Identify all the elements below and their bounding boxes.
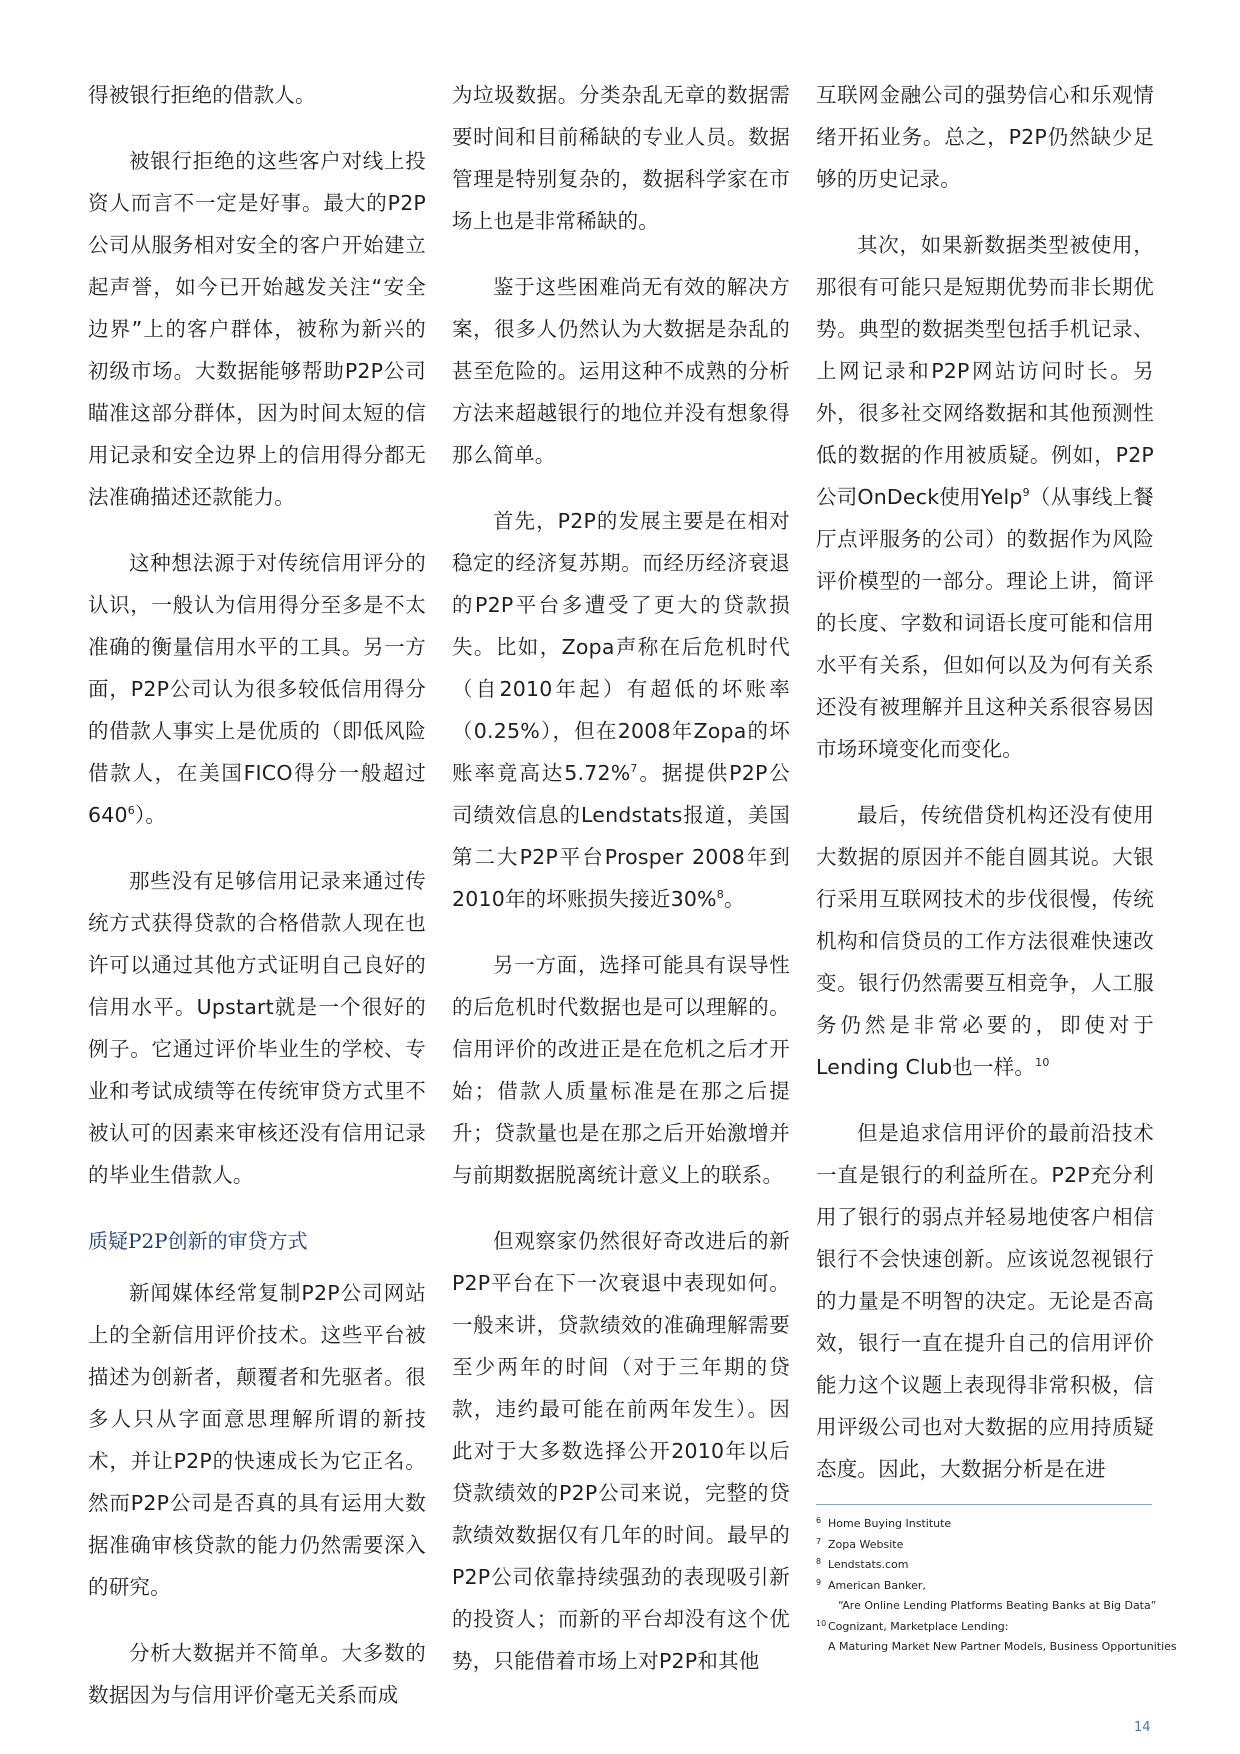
- footnote-number: 6: [816, 1516, 822, 1525]
- footnote-item: [816, 1535, 1216, 1556]
- paragraph: 被银行拒绝的这些客户对线上投资人而言不一定是好事。最大的P2P公司从服务相对安全的客户开始建立起声誉，如今已开始越发关注“安全边界”上的客户群体，被称为新兴的初级市场。大数据能够帮助P2P公司瞄准这部分群体，因为时间太短的信用记录和安全边界上的信用得分都无法准确描述还款能力。: [88, 149, 426, 509]
- paragraph: 但观察家仍然很好奇改进后的新P2P平台在下一次衰退中表现如何。一般来讲，贷款绩效的准确理解需要至少两年的时间（对于三年期的贷款，违约最可能在前两年发生）。因此对于大多数选择公开2010年以后贷款绩效的P2P公司来说，完整的贷款绩效数据仅有几年的时间。最早的P2P公司依靠持续强劲的表现吸引新的投资人；而新的平台却没有这个优势，只能借着市场上对P2P和其他: [452, 1229, 790, 1673]
- paragraph: 另一方面，选择可能具有误导性的后危机时代数据也是可以理解的。信用评价的改进正是在危机之后才开始；借款人质量标准是在那之后提升；贷款量也是在那之后开始激增并与前期数据脱离统计意义上的联系。: [452, 953, 790, 1187]
- paragraph-text: 最后，传统借贷机构还没有使用大数据的原因并不能自圆其说。大银行采用互联网技术的步伐很慢，传统机构和信贷员的工作方法很难快速改变。银行仍然需要互相竞争，人工服务仍然是非常必要的，即使对于Lending Club也一样。: [816, 803, 1154, 1079]
- paragraph: 但是追求信用评价的最前沿技术一直是银行的利益所在。P2P充分利用了银行的弱点并轻易地使客户相信银行不会快速创新。应该说忽视银行的力量是不明智的决定。无论是否高效，银行一直在提升自己的信用评价能力这个议题上表现得非常积极，信用评级公司也对大数据的应用持质疑态度。因此，大数据分析是在进: [816, 1121, 1154, 1481]
- footnote-ref[interactable]: 9: [1022, 486, 1030, 500]
- text-column-3: [816, 74, 1154, 1514]
- footnote-number: 10: [816, 1618, 827, 1628]
- paragraph: [816, 794, 1154, 1088]
- footnote-text: Cognizant, Marketplace Lending:: [828, 1619, 1009, 1633]
- footnote-number: 9: [816, 1577, 822, 1587]
- paragraph: 鉴于这些困难尚无有效的解决方案，很多人仍然认为大数据是杂乱的甚至危险的。运用这种不成熟的分析方法来超越银行的地位并没有想象得那么简单。: [452, 275, 790, 467]
- footnote-item: [816, 1514, 1216, 1535]
- footnote-text: Lendstats.com: [828, 1558, 909, 1571]
- paragraph-text: 首先，P2P的发展主要是在相对稳定的经济复苏期。而经历经济衰退的P2P平台多遭受了更大的贷款损失。比如，Zopa声称在后危机时代（自2010年起）有超低的坏账率（0.25%），但在2008年Zopa的坏账率竟高达5.72%: [452, 509, 790, 785]
- paragraph: 新闻媒体经常复制P2P公司网站上的全新信用评价技术。这些平台被描述为创新者，颠覆者和先驱者。很多人只从字面意思理解所谓的新技术，并让P2P的快速成长为它正名。然而P2P公司是否真的具有运用大数据准确审核贷款的能力仍然需要深入的研究。: [88, 1281, 426, 1599]
- paragraph-text: ）。: [134, 803, 167, 827]
- paragraph: 得被银行拒绝的借款人。: [88, 83, 316, 107]
- footnote-text: Home Buying Institute: [828, 1517, 952, 1530]
- footnote-divider: [816, 1504, 1152, 1505]
- footnote-number: 7: [816, 1536, 822, 1546]
- text-column-1: [88, 74, 426, 1740]
- text-column-2: [452, 74, 790, 1706]
- footnote-item: [816, 1555, 1216, 1576]
- page-number: 14: [1134, 1720, 1151, 1735]
- paragraph-text: 。: [723, 887, 745, 911]
- paragraph: [816, 224, 1154, 770]
- footnote-ref[interactable]: 7: [630, 762, 638, 776]
- paragraph: 互联网金融公司的强势信心和乐观情绪开拓业务。总之，P2P仍然缺少足够的历史记录。: [816, 83, 1154, 191]
- footnote-number: 8: [816, 1557, 822, 1566]
- footnote-text: American Banker,: [828, 1578, 926, 1592]
- paragraph: [88, 542, 426, 836]
- footnote-ref[interactable]: 10: [1035, 1056, 1050, 1070]
- paragraph: [452, 500, 790, 920]
- footnote-ref[interactable]: 8: [716, 888, 724, 902]
- footnote-subtext: “Are Online Lending Platforms Beating Banks at Big Data”: [838, 1599, 1157, 1612]
- paragraph: 为垃圾数据。分类杂乱无章的数据需要时间和目前稀缺的专业人员。数据管理是特别复杂的，数据科学家在市场上也是非常稀缺的。: [452, 83, 790, 233]
- paragraph: 分析大数据并不简单。大多数的数据因为与信用评价毫无关系而成: [88, 1641, 426, 1707]
- footnote-ref[interactable]: 6: [127, 804, 135, 818]
- paragraph-text: （从事线上餐厅点评服务的公司）的数据作为风险评价模型的一部分。理论上讲，简评的长度、字数和词语长度可能和信用水平有关系，但如何以及为何有关系还没有被理解并且这种关系很容易因市场环境变化而变化。: [816, 485, 1154, 761]
- paragraph: 那些没有足够信用记录来通过传统方式获得贷款的合格借款人现在也许可以通过其他方式证明自己良好的信用水平。Upstart就是一个很好的例子。它通过评价毕业生的学校、专业和考试成绩等在传统审贷方式里不被认可的因素来审核还没有信用记录的毕业生借款人。: [88, 869, 426, 1187]
- section-heading: 质疑P2P创新的审贷方式: [88, 1229, 308, 1253]
- footnotes: [816, 1514, 1216, 1658]
- footnote-text: Zopa Website: [828, 1537, 904, 1551]
- paragraph-text: 这种想法源于对传统信用评分的认识，一般认为信用得分至多是不太准确的衡量信用水平的工具。另一方面，P2P公司认为很多较低信用得分的借款人事实上是优质的（即低风险借款人，在美国FICO得分一般超过640: [88, 551, 426, 827]
- footnote-subtext: A Maturing Market New Partner Models, Business Opportunities: [828, 1640, 1177, 1653]
- paragraph-text: 其次，如果新数据类型被使用，那很有可能只是短期优势而非长期优势。典型的数据类型包括手机记录、上网记录和P2P网站访问时长。另外，很多社交网络数据和其他预测性低的数据的作用被质疑。例如，P2P公司OnDeck使用Yelp: [816, 233, 1154, 509]
- paragraph-text: 。据提供P2P公司绩效信息的Lendstats报道，美国第二大P2P平台Prosper 2008年到2010年的坏账损失接近30%: [452, 761, 791, 911]
- footnote-item: [816, 1576, 1216, 1617]
- footnote-item: [816, 1617, 1216, 1658]
